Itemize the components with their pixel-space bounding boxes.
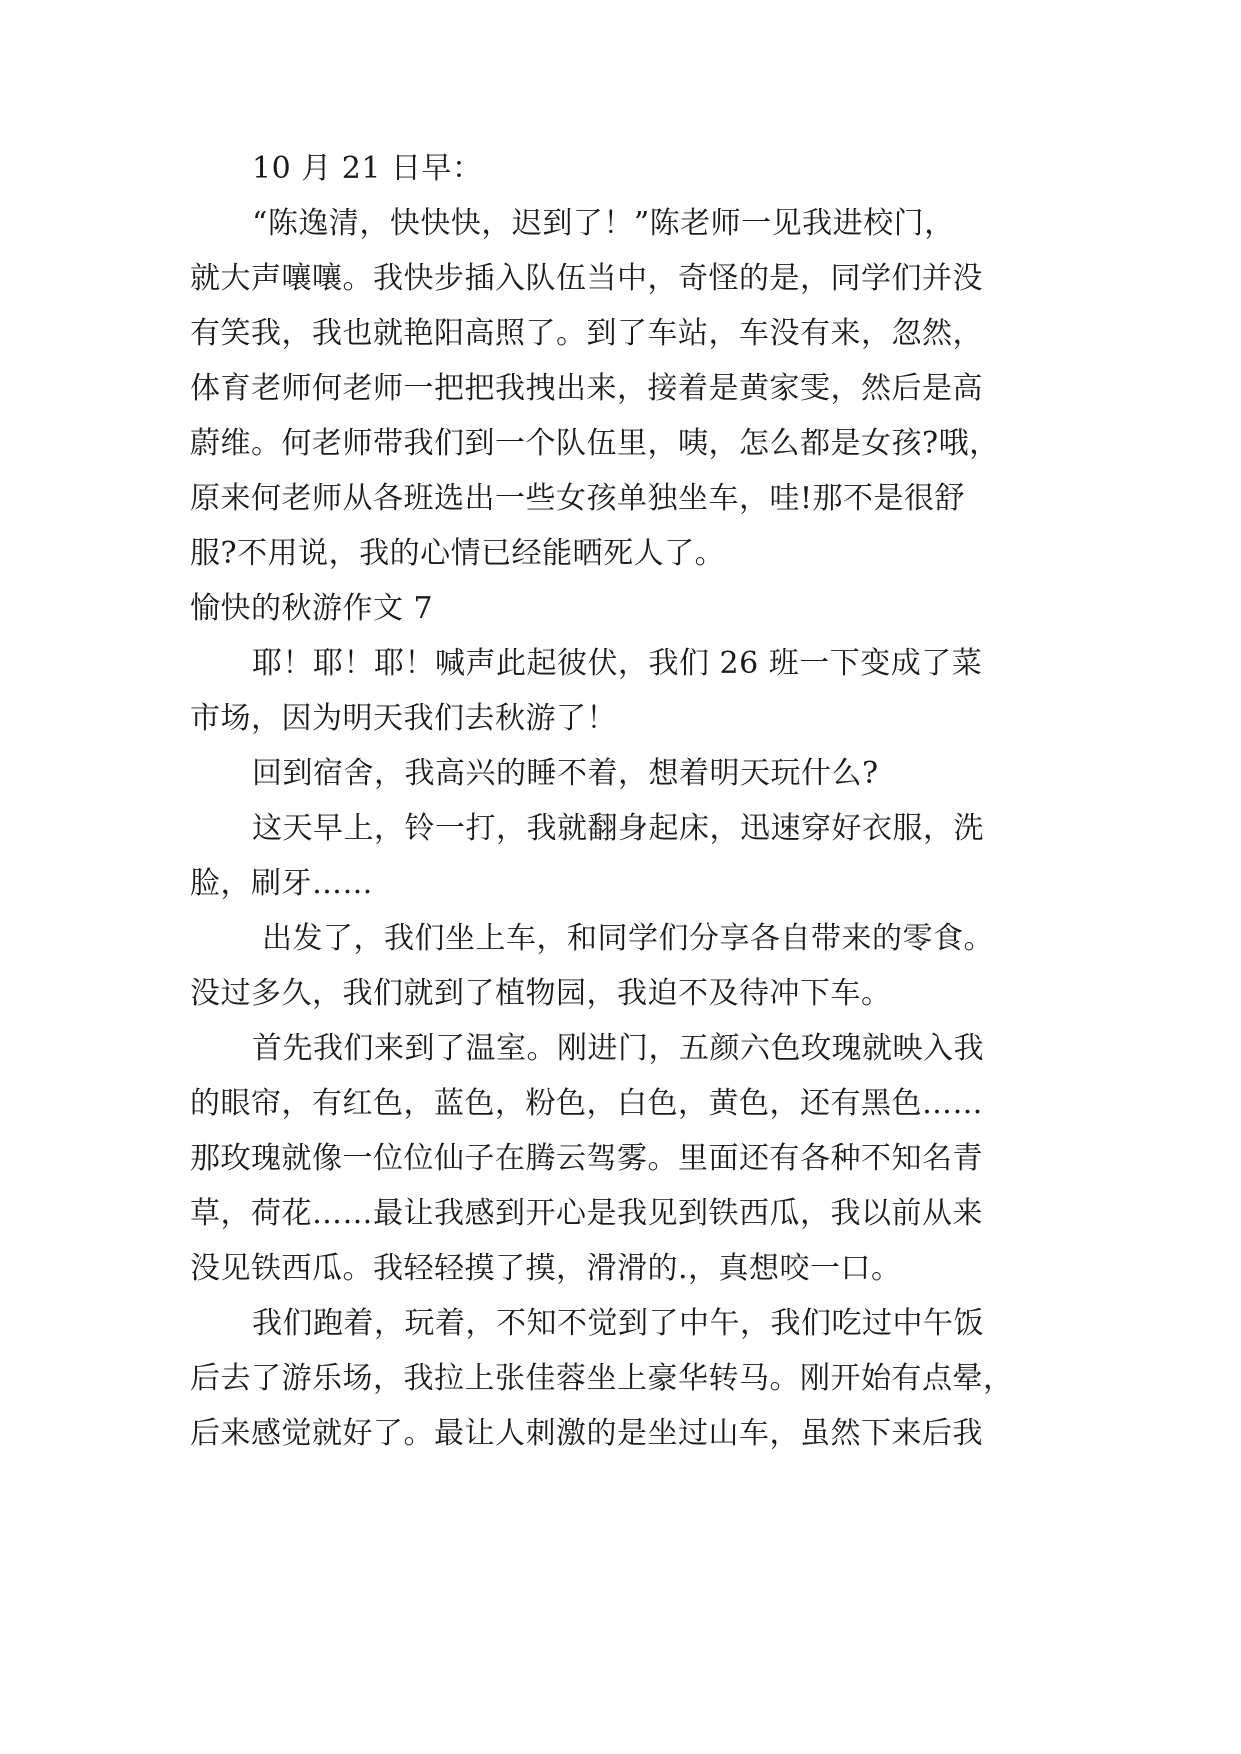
paragraph-line: 我们跑着，玩着，不知不觉到了中午，我们吃过中午饭 xyxy=(252,1306,984,1341)
paragraph-line: 首先我们来到了温室。刚进门，五颜六色玫瑰就映入我 xyxy=(252,1031,984,1066)
paragraph-line: 后来感觉就好了。最让人刺激的是坐过山车，虽然下来后我 xyxy=(190,1416,983,1451)
paragraph-line: 耶！耶！耶！喊声此起彼伏，我们 26 班一下变成了菜 xyxy=(252,646,983,681)
paragraph-line: 那玫瑰就像一位位仙子在腾云驾雾。里面还有各种不知名青 xyxy=(190,1141,983,1176)
paragraph-line: 就大声嚷嚷。我快步插入队伍当中，奇怪的是，同学们并没 xyxy=(190,261,983,296)
paragraph-line: 这天早上，铃一打，我就翻身起床，迅速穿好衣服，洗 xyxy=(252,811,984,846)
diary-date-heading: 10 月 21 日早： xyxy=(252,151,483,186)
paragraph-line: 体育老师何老师一把把我拽出来，接着是黄家雯，然后是高 xyxy=(190,371,983,406)
paragraph-line: 市场，因为明天我们去秋游了！ xyxy=(190,701,617,736)
paragraph-line: 的眼帘，有红色，蓝色，粉色，白色，黄色，还有黑色…… xyxy=(190,1086,983,1121)
paragraph-line: 脸，刷牙…… xyxy=(190,866,373,901)
paragraph-line: “陈逸清，快快快，迟到了！”陈老师一见我进校门， xyxy=(252,206,955,241)
paragraph-line: 草，荷花……最让我感到开心是我见到铁西瓜，我以前从来 xyxy=(190,1196,983,1231)
paragraph-line: 原来何老师从各班选出一些女孩单独坐车，哇!那不是很舒 xyxy=(190,481,966,516)
paragraph-line: 回到宿舍，我高兴的睡不着，想着明天玩什么? xyxy=(252,756,879,791)
paragraph-line: 出发了，我们坐上车，和同学们分享各自带来的零食。 xyxy=(262,921,994,956)
paragraph-line: 有笑我，我也就艳阳高照了。到了车站，车没有来，忽然， xyxy=(190,316,983,351)
paragraph-line: 后去了游乐场，我拉上张佳蓉坐上豪华转马。刚开始有点晕， xyxy=(190,1361,1014,1396)
paragraph-line: 没过多久，我们就到了植物园，我迫不及待冲下车。 xyxy=(190,976,892,1011)
paragraph-line: 蔚维。何老师带我们到一个队伍里，咦，怎么都是女孩?哦， xyxy=(190,426,1000,461)
paragraph-line: 没见铁西瓜。我轻轻摸了摸，滑滑的.，真想咬一口。 xyxy=(190,1251,902,1286)
section-title: 愉快的秋游作文 7 xyxy=(190,591,434,626)
paragraph-line: 服?不用说，我的心情已经能晒死人了。 xyxy=(190,536,726,571)
